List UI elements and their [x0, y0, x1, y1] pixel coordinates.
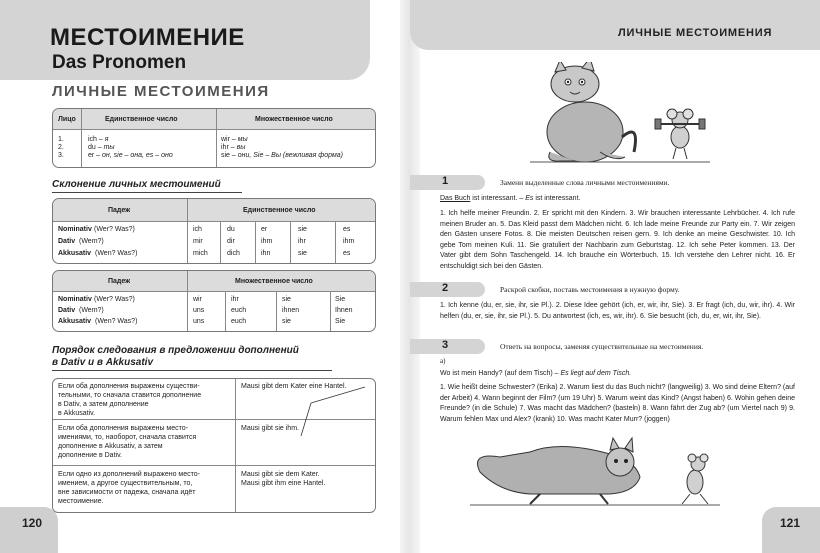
pronoun-form: du: [227, 226, 235, 233]
pronoun-form: sie: [298, 226, 307, 233]
rule-text: местоимение.: [58, 498, 104, 505]
pronoun-form: sie: [282, 296, 291, 303]
case-name: Dativ: [58, 307, 76, 314]
chapter-title: МЕСТОИМЕНИЕ: [50, 24, 245, 51]
rule-example: Mausi gibt sie ihm.: [241, 425, 299, 432]
plural-pronoun: ihr – вы: [221, 144, 246, 151]
right-page: [410, 0, 820, 553]
case-question: (Wer? Was?): [94, 226, 135, 233]
cat-mouse-illustration: [530, 62, 720, 167]
person-number: 1.: [58, 136, 64, 143]
case-name: Akkusativ: [58, 250, 92, 257]
exercise-title: Замени выделенные слова личными местоимениями.: [500, 178, 670, 187]
pronoun-form: mich: [193, 250, 208, 257]
declension-heading: Склонение личных местоимений: [52, 179, 221, 190]
case-name: Nominativ: [58, 226, 92, 233]
rule-text: Если оба дополнения выражены существи-: [58, 383, 200, 390]
pronoun-form: uns: [193, 318, 205, 325]
pronoun-form: ihm: [343, 238, 355, 245]
exercise-number-badge: 1: [410, 175, 485, 190]
pronoun-form: ihr: [231, 296, 239, 303]
table-header: Падеж: [108, 207, 131, 214]
rule-text: дополнение в Akkusativ, а затем: [58, 443, 163, 450]
rule-example: Mausi gibt ihm eine Hantel.: [241, 480, 326, 487]
pronoun-form: euch: [231, 307, 247, 314]
chapter-subtitle: Das Pronomen: [52, 52, 187, 73]
order-heading: Порядок следования в предложении дополнений: [52, 345, 299, 356]
exercise-text: 1. Ich helfe meiner Freundin. 2. Er spricht mit den Kindern. 3. Wir brauchen interessante Lehrbücher. 4. Ich rufe meinen Bruder an. 5. Das Kleid passt dem Mädchen nicht. 6. Ich lade meine Freunde zur Party ein. 7. Wir zeigen den Gästen unsere Fotos. 8. Die meisten Deutschen reisen gern. 9. Ich denke an meine Geschwister. 10. Ich gebe Tom meinen Kuli. 11. Sie gratuliert der Nachbarin zum Geburtstag. 12. Ich sehe Peter kommen. 13. Der Vater gibt dem Sohn Taschengeld. 14. Ich brauche ein Wörterbuch. 15. Ich verstehe den Lehrer nicht. 16. Er entschuldigt sich bei den Gästen.: [440, 210, 795, 270]
exercise-title: Ответь на вопросы, заменяя существительные на местоимения.: [500, 342, 704, 351]
case-name: Nominativ: [58, 296, 92, 303]
pronoun-form: mir: [193, 238, 203, 245]
exercise-title: Раскрой скобки, поставь местоимения в нужную форму.: [500, 285, 680, 294]
heading-underline: [52, 370, 332, 371]
heading-underline: [52, 192, 242, 193]
page-number: 120: [22, 516, 43, 530]
section-heading: ЛИЧНЫЕ МЕСТОИМЕНИЯ: [52, 83, 270, 100]
rule-text: в Dativ, а затем дополнение: [58, 401, 149, 408]
pronoun-form: es: [343, 226, 351, 233]
pronoun-form: Ihnen: [335, 307, 353, 314]
rule-text: вне зависимости от падежа, сначала идёт: [58, 489, 196, 496]
pronoun-table: [52, 108, 376, 168]
plural-pronoun: sie – они, Sie – Вы (вежливая форма): [221, 152, 343, 159]
pronoun-form: dich: [227, 250, 240, 257]
singular-pronoun: er – он, sie – она, es – оно: [88, 152, 173, 159]
exercise-number-badge: 3: [410, 339, 485, 354]
person-number: 2.: [58, 144, 64, 151]
singular-pronoun: du – ты: [88, 144, 115, 151]
pronoun-form: uns: [193, 307, 205, 314]
pronoun-form: Sie: [335, 296, 346, 303]
case-question: (Wen? Was?): [95, 318, 138, 325]
case-question: (Wem?): [79, 238, 104, 245]
declension-plural-table: [52, 270, 376, 332]
pronoun-form: ihr: [298, 238, 306, 245]
table-header: Единственное число: [105, 116, 178, 123]
pronoun-form: Sie: [335, 318, 346, 325]
rule-text: в Akkusativ.: [58, 410, 96, 417]
rule-text: дополнение в Dativ.: [58, 452, 123, 459]
pronoun-form: dir: [227, 238, 235, 245]
pronoun-form: ihn: [261, 250, 271, 257]
rule-text: имениями, то, наоборот, сначала ставится: [58, 434, 197, 441]
rule-text: тельными, то сначала ставится дополнение: [58, 392, 202, 399]
table-header: Множественное число: [235, 278, 313, 285]
footer-panel: [762, 507, 820, 553]
page-number: 121: [780, 516, 801, 530]
case-name: Dativ: [58, 238, 76, 245]
rule-text: имением, а другое существительным, то,: [58, 480, 193, 487]
exercise-text: 1. Wie heißt deine Schwester? (Erika) 2. Warum liest du das Buch nicht? (langweilig) 3. Wo sind deine Eltern? (auf der Arbeit) 4. Wann beginnt der Film? (um 19 Uhr) 5. Warum weint das Kind? (Angst haben) 6. Wohin gehen deine Freunde? (in die Schule) 7. Was macht das Mädchen? (basteln) 8. Wann fährt der Zug ab? (um Viertel nach 9) 9. Warum fehlen Max und Alex? (krank) 10. Was macht Kater Murr? (joggen): [440, 384, 795, 423]
rule-example: Mausi gibt sie dem Kater.: [241, 471, 320, 478]
pronoun-form: euch: [231, 318, 247, 325]
order-rules-table: [52, 378, 376, 513]
table-header: Множественное число: [255, 116, 333, 123]
case-question: (Wen? Was?): [95, 250, 138, 257]
singular-pronoun: ich – я: [88, 136, 109, 143]
person-number: 3.: [58, 152, 64, 159]
exercise-example: Wo ist mein Handy? (auf dem Tisch) – Es liegt auf dem Tisch.: [440, 370, 632, 377]
exercise-part-label: а): [440, 357, 446, 365]
case-question: (Wem?): [79, 307, 104, 314]
arrow-diagram: [53, 379, 375, 512]
footer-panel: [0, 507, 58, 553]
table-header: Падеж: [108, 278, 131, 285]
plural-pronoun: wir – мы: [221, 136, 248, 143]
exercise-number-badge: 2: [410, 282, 485, 297]
running-header: ЛИЧНЫЕ МЕСТОИМЕНИЯ: [618, 27, 773, 39]
header-panel: [410, 0, 820, 50]
case-question: (Wer? Was?): [94, 296, 135, 303]
cat-chase-illustration: [470, 432, 730, 507]
table-header: Единственное число: [243, 207, 316, 214]
rule-example: Mausi gibt dem Kater eine Hantel.: [241, 383, 347, 390]
exercise-text: 1. Ich kenne (du, er, sie, ihr, sie Pl.). 2. Diese Idee gehört (ich, er, wir, ihr, Sie). 3. Er fragt (ich, du, wir, ihr). 4. Wir helfen (du, er, sie, ihr, sie Pl.). 5. Du antwortest (ich, es, wir, ihr). 6. Sie besucht (ich, du, er, wir, ihr, Sie).: [440, 302, 795, 320]
rule-text: Если одно из дополнений выражено место-: [58, 471, 200, 478]
pronoun-form: sie: [282, 318, 291, 325]
pronoun-form: ihm: [261, 238, 273, 245]
table-header: Лицо: [58, 116, 76, 123]
rule-text: Если оба дополнения выражены место-: [58, 425, 188, 432]
pronoun-form: wir: [193, 296, 202, 303]
declension-singular-table: [52, 198, 376, 264]
pronoun-form: ihnen: [282, 307, 300, 314]
order-heading: в Dativ и в Akkusativ: [52, 357, 154, 368]
pronoun-form: ich: [193, 226, 202, 233]
case-name: Akkusativ: [58, 318, 92, 325]
pronoun-form: es: [343, 250, 351, 257]
pronoun-form: er: [261, 226, 268, 233]
exercise-example: Das Buch ist interessant. – Es ist interessant.: [440, 195, 581, 202]
pronoun-form: sie: [298, 250, 307, 257]
